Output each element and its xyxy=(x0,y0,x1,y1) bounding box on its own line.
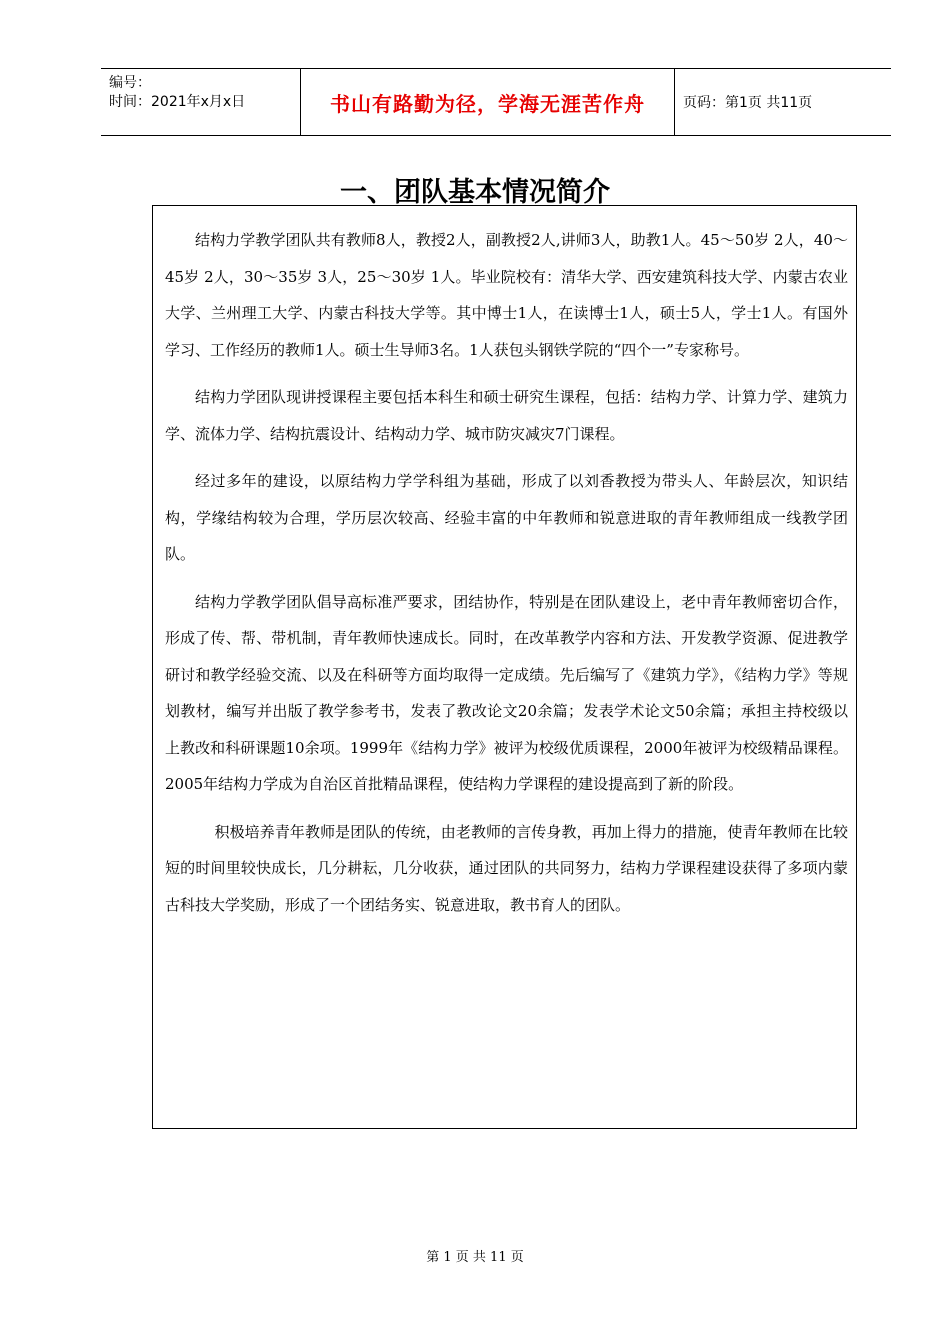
page-header xyxy=(101,68,891,136)
header-page-cell xyxy=(675,69,891,135)
header-motto-cell xyxy=(301,69,675,135)
page-footer: 第 1 页 共 11 页 xyxy=(426,1250,524,1265)
section-title: 一、团队基本情况简介 xyxy=(340,177,610,208)
document-time-label: 时间：2021年x月x日 xyxy=(109,94,246,110)
paragraph-achievements: 结构力学教学团队倡导高标准严要求，团结协作，特别是在团队建设上，老中青年教师密切合作，形成了传、帮、带机制，青年教师快速成长。同时，在改革教学内容和方法、开发教学资源、促进教学研讨和教学经验交流、以及在科研等方面均取得一定成绩。先后编写了《建筑力学》，《结构力学》等规划教材，编写并出版了教学参考书，发表了教改论文20余篇；发表学术论文50余篇；承担主持校级以上教改和科研课题10余项。1999年《结构力学》被评为校级优质课程，2000年被评为校级精品课程。2005年结构力学成为自治区首批精品课程，使结构力学课程的建设提高到了新的阶段。 xyxy=(165,592,848,793)
document-number-label: 编号： xyxy=(109,75,151,91)
paragraph-courses: 结构力学团队现讲授课程主要包括本科生和硕士研究生课程，包括：结构力学、计算力学、建筑力学、流体力学、结构抗震设计、结构动力学、城市防灾减灾7门课程。 xyxy=(165,388,848,443)
paragraph-team-composition: 结构力学教学团队共有教师8人，教授2人，副教授2人,讲师3人，助教1人。45～50岁 2人，40～45岁 2人，30～35岁 3人，25～30岁 1人。毕业院校有：清华大学、西安建筑科技大学、内蒙古农业大学、兰州理工大学、内蒙古科技大学等。其中博士1人，在读博士1人，硕士5人，学士1人。有国外学习、工作经历的教师1人。硕士生导师3名。1人获包头钢铁学院的“四个一”专家称号。 xyxy=(165,231,848,359)
paragraph-team-formation: 经过多年的建设，以原结构力学学科组为基础，形成了以刘香教授为带头人、年龄层次，知识结构，学缘结构较为合理，学历层次较高、经验丰富的中年教师和锐意进取的青年教师组成一线教学团队。 xyxy=(165,472,848,563)
paragraph-young-teachers: 积极培养青年教师是团队的传统，由老教师的言传身教，再加上得力的措施，使青年教师在比较短的时间里较快成长，几分耕耘，几分收获，通过团队的共同努力，结构力学课程建设获得了多项内蒙古科技大学奖励，形成了一个团结务实、锐意进取，教书育人的团队。 xyxy=(165,822,848,914)
content-box xyxy=(152,205,857,1129)
header-motto: 书山有路勤为径，学海无涯苦作舟 xyxy=(330,91,645,116)
header-left-cell xyxy=(101,69,301,135)
header-page-code: 页码：第1页 共11页 xyxy=(683,95,813,111)
